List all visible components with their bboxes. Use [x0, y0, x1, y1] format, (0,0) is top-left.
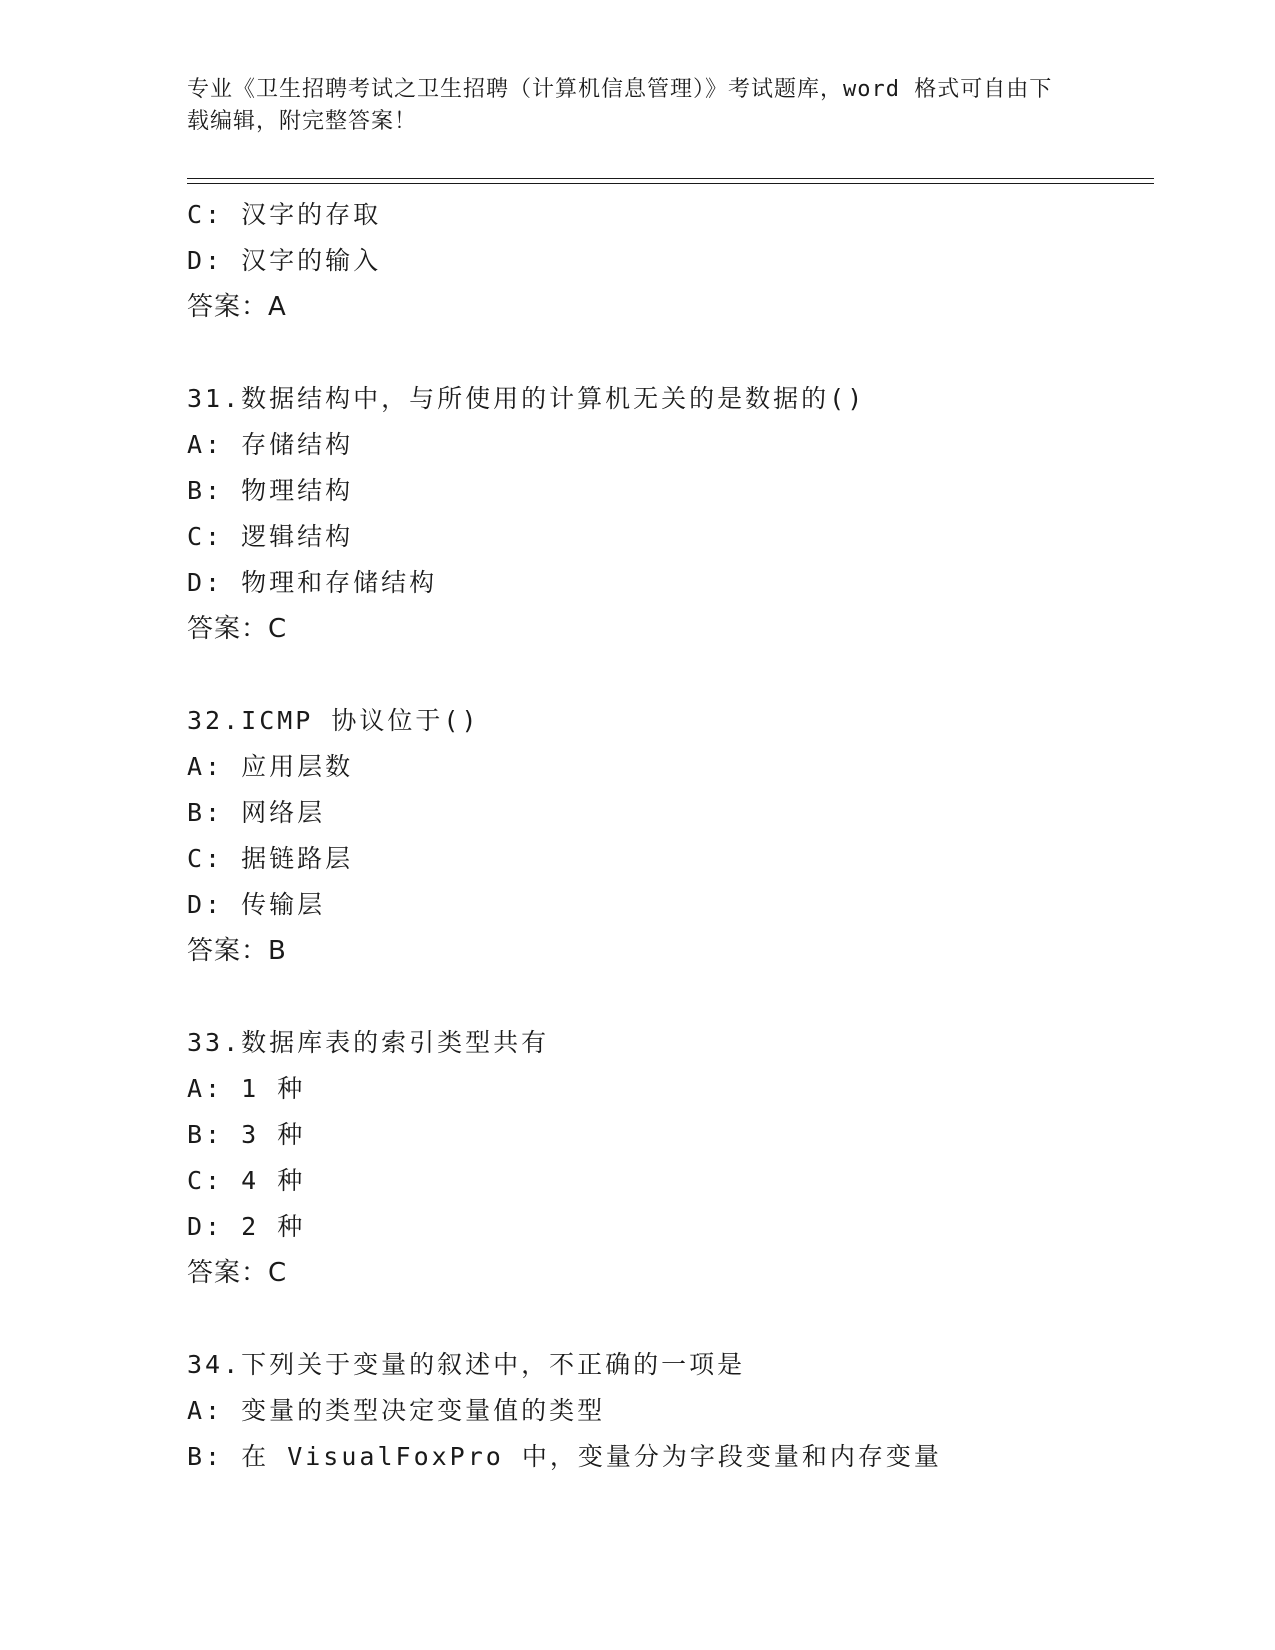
question-block-34 [187, 1342, 1154, 1480]
question-block-31 [187, 376, 1154, 652]
option-a: A: 1 种 [187, 1074, 306, 1103]
question-block-32 [187, 698, 1154, 974]
question-stem: 33.数据库表的索引类型共有 [187, 1028, 550, 1057]
question-block-33 [187, 1020, 1154, 1296]
option-a: A: 存储结构 [187, 430, 354, 459]
answer-line: 答案：C [187, 1258, 288, 1288]
option-c: C: 4 种 [187, 1166, 306, 1195]
spacer [187, 974, 1154, 1020]
option-c: C: 汉字的存取 [187, 200, 382, 229]
question-stem: 32.ICMP 协议位于() [187, 706, 480, 735]
spacer [187, 330, 1154, 376]
option-a: A: 应用层数 [187, 752, 354, 781]
option-d: D: 汉字的输入 [187, 246, 382, 275]
spacer [187, 652, 1154, 698]
question-stem: 34.下列关于变量的叙述中，不正确的一项是 [187, 1350, 746, 1379]
answer-line: 答案：C [187, 614, 288, 644]
option-d: D: 物理和存储结构 [187, 568, 438, 597]
option-c: C: 逻辑结构 [187, 522, 354, 551]
option-a: A: 变量的类型决定变量值的类型 [187, 1396, 606, 1425]
option-b: B: 3 种 [187, 1120, 306, 1149]
option-c: C: 据链路层 [187, 844, 354, 873]
spacer [187, 1296, 1154, 1342]
document-header: 专业《卫生招聘考试之卫生招聘（计算机信息管理）》考试题库，word 格式可自由下载编辑，附完整答案！ [187, 77, 1053, 134]
option-b: B: 在 VisualFoxPro 中，变量分为字段变量和内存变量 [187, 1442, 942, 1471]
question-stem: 31.数据结构中，与所使用的计算机无关的是数据的() [187, 384, 866, 413]
option-b: B: 网络层 [187, 798, 326, 827]
option-d: D: 2 种 [187, 1212, 306, 1241]
question-block-prev [187, 192, 1154, 330]
header-divider-bottom [187, 183, 1154, 184]
answer-line: 答案：A [187, 292, 287, 322]
answer-line: 答案：B [187, 936, 287, 966]
question-list [187, 192, 1154, 1480]
option-b: B: 物理结构 [187, 476, 354, 505]
option-d: D: 传输层 [187, 890, 326, 919]
header-divider-top [187, 178, 1154, 179]
